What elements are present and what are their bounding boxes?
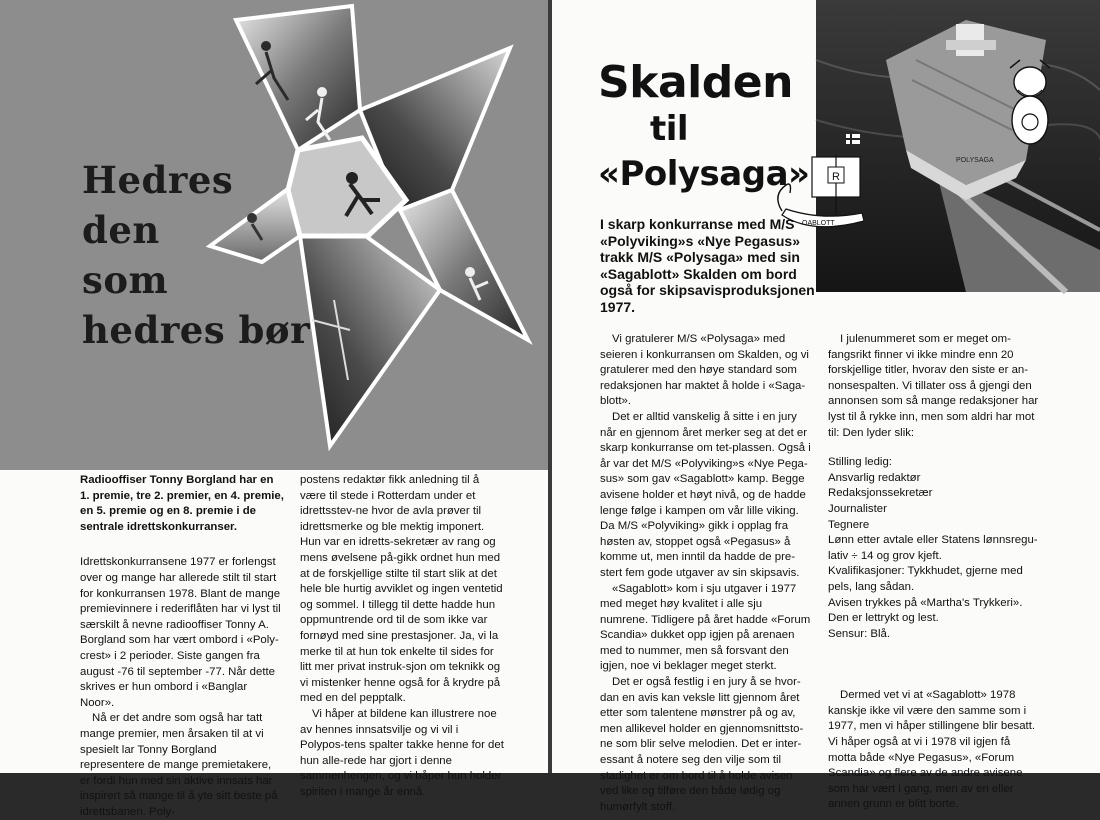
ad-line: Ansvarlig redaktør: [828, 471, 921, 484]
left-headline-line: den: [82, 208, 160, 252]
right-headline-line: til: [650, 109, 689, 149]
ad-line: Avisen trykkes på «Martha's Trykkeri».: [828, 596, 1023, 609]
ship-name-label: POLYSAGA: [956, 157, 994, 164]
ad-line: Den er lettrykt og lest.: [828, 612, 939, 625]
body-paragraph: Idrettskonkurransene 1977 er forlengst over og mange har allerede stilt til start for konkurransen 1978. Blant de mange premievinnere i rederiflåten har vi lyst til særskilt å nevne radiooffiser Tonny A. Borgland som har vært ombord i «Poly-crest» i 2 perioder. Siste gangen fra august -76 til september -77. Når dette skrives er hun ombord i «Banglar Noor».: [80, 556, 281, 709]
body-paragraph: Nå er det andre som også har tatt mange premier, men årsaken til at vi spesielt lar Tonny Borgland representere de mange premietakere, er fordi hun med sin aktive innsats har inspirert så mange til å yte sitt beste på idrettsbanen. Poly-: [80, 712, 278, 818]
body-paragraph: Dermed vet vi at «Sagablott» 1978 kanskje ikke vil være den samme som i 1977, men vi håper stillingene blir besatt. Vi håper også at vi i 1978 vil igjen få motta både «Nye Pegasus», «Forum Scandia» og flere av de andre avisene som har vært i gang, men av en eller annen grunn er blitt borte.: [828, 689, 1036, 811]
right-page: [552, 0, 1100, 813]
ad-line: Kvalifikasjoner: Tykkhudet, gjerne med pels, lang sådan.: [828, 565, 1023, 593]
lead-paragraph: Radiooffiser Tonny Borgland har en 1. premie, tre 2. premier, en 4. premie, en 5. premie og en 8. premie i de sentrale idrettskonkurranser.: [80, 474, 284, 533]
right-column-1: [600, 332, 812, 815]
right-column-2: [828, 332, 1040, 813]
left-page: [0, 0, 548, 818]
body-paragraph: I julenummeret som er meget om-fangsrikt finner vi ikke mindre enn 20 forskjellige titler, hvorav den siste er an-nonsespalten. Vi tillater oss å gjengi den annonsen som så mange redaksjoner har lyst til å rykke inn, men som aldri har mot til: Den lyder slik:: [828, 333, 1039, 439]
ad-line: Redaksjonssekretær: [828, 487, 933, 500]
star-arm-top: [236, 6, 360, 150]
body-paragraph: postens redaktør fikk anledning til å være til stede i Rotterdam under et idrettsstev-ne hvor de avla prøver til idrettsmerke og ble mektig imponert. Hun var en idretts-sekretær av rang og mens øvelsene på-gikk ordnet hun med at de forskjellige stilte til start slik at det hele ble hurtig avviklet og ingen ventetid og sommel. I tillegg til dette hadde hun oppmuntrende ord til de som ikke var fornøyd med sine prestasjoner. Ja, vi la merke til at hun tok enkelte til sides for litt mer privat instruk-sjon om teknikk og vi mistenker henne også for å krydre på med en del pepptalk.: [300, 474, 503, 705]
intro-paragraph: I skarp konkurranse med M/S «Polyviking»s «Nye Pegasus» trakk M/S «Polysaga» med sin «Sagablott» Skalden om bord også for skipsavisproduksjonen 1977.: [600, 216, 815, 315]
body-paragraph: Vi håper at bildene kan illustrere noe av hennes innsatsvilje og vi vil i Polypos-tens spalter takke henne for det hun alle-rede har gjort i denne sammenhengen, og vi håper hun holder spiriten i mange år ennå.: [300, 707, 504, 798]
left-headline: [82, 155, 322, 355]
skald-viking-figure: [1000, 62, 1060, 152]
right-headline-line: «Polysaga»: [598, 154, 810, 194]
body-paragraph: Vi gratulerer M/S «Polysaga» med seieren i konkurransen om Skalden, og vi gratulerer med den høye standard som redaksjonen har maktet å holde i «Saga-blott».: [600, 333, 809, 408]
ad-line: Sensur: Blå.: [828, 627, 891, 640]
right-headline: [598, 58, 818, 198]
ad-line: Tegnere: [828, 518, 870, 531]
body-paragraph: Det er alltid vanskelig å sitte i en jury når en gjennom året merker seg at det er skarp konkurranse om tet-plassen. Også i år var det M/S «Polyviking»s «Nye Pega-sus» som gav «Sagablott» kamp. Begge avisene holder et høyt nivå, og de hadde lenge følge i kampen om vår lille viking. Da M/S «Polyviking» gikk i opplag fra høsten av, stoppet også «Pegasus» å komme ut, men inntil da hadde de pre-stert fem gode utgaver av sin skipsavis.: [600, 410, 811, 579]
body-paragraph: «Sagablott» kom i sju utgaver i 1977 med meget høy kvalitet i alle sju numrene. Tidligere på året hadde «Forum Scandia» dukket opp igjen på arenaen med to nummer, men så forsvant den igjen, noe vi beklager meget sterkt.: [600, 582, 811, 673]
ad-line: Journalister: [828, 502, 887, 515]
right-headline-line: Skalden: [598, 57, 793, 108]
left-headline-line: Hedres: [82, 158, 234, 202]
shield-row: OABLOTT: [802, 220, 835, 227]
left-headline-line: hedres bør: [82, 308, 311, 352]
body-paragraph: Det er også festlig i en jury å se hvor-dan en avis kan veksle litt gjennom året etter som talentene mønstrer på og av, men allikevel holder en gjennomsnittsto-ne som blir selve melodien. Det er inter-essant å notere seg den vilje som til stadighet er om bord til å holde avisen ved like og tilføre den både lødig og humørfylt stoff.: [600, 676, 804, 813]
ad-line: Stilling ledig:: [828, 456, 892, 469]
left-headline-line: som: [82, 258, 169, 302]
sail-letter: R: [832, 171, 840, 183]
ad-line: Lønn etter avtale eller Statens lønnsregu-lativ ÷ 14 og grov kjeft.: [828, 534, 1038, 562]
left-column-1: [80, 473, 284, 820]
left-column-2: [300, 473, 504, 800]
